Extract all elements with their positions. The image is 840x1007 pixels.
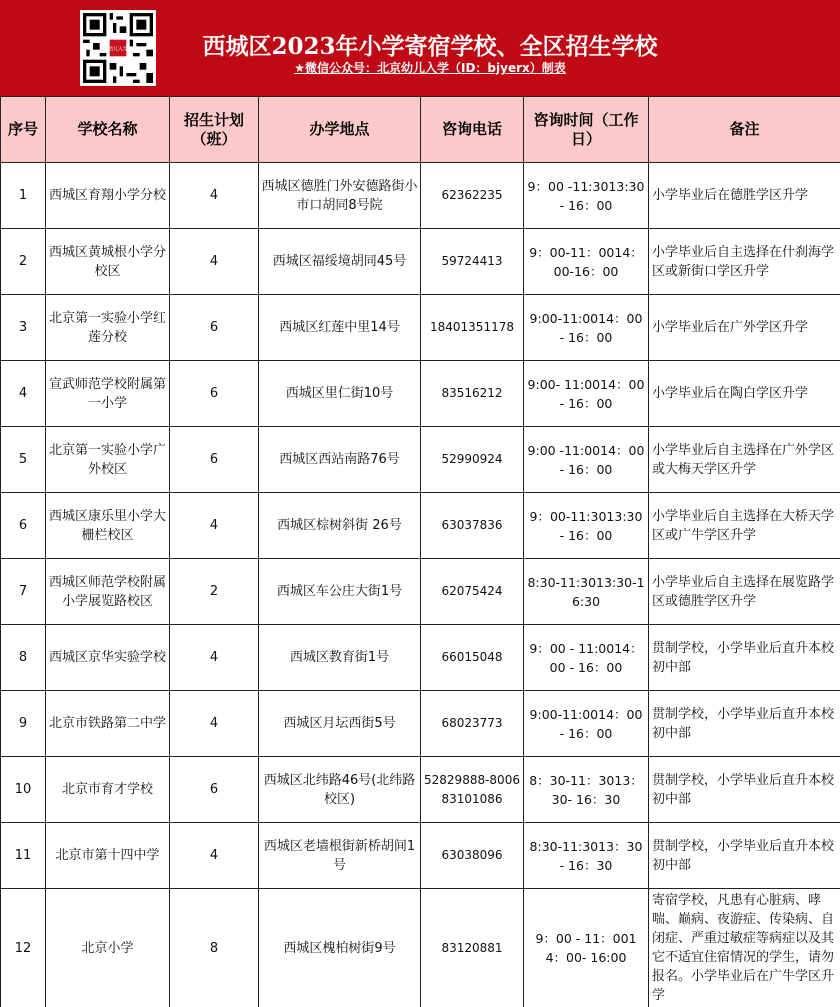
plan-classes: 6 bbox=[170, 295, 259, 361]
school-address: 西城区红莲中里14号 bbox=[259, 295, 421, 361]
row-number: 8 bbox=[1, 625, 46, 691]
row-number: 7 bbox=[1, 559, 46, 625]
school-address: 西城区西站南路76号 bbox=[259, 427, 421, 493]
contact-phone: 52829888-800683101086 bbox=[421, 757, 524, 823]
remark: 小学毕业后自主选择在大桥天学区或广牛学区升学 bbox=[649, 493, 840, 559]
plan-classes: 4 bbox=[170, 229, 259, 295]
school-address: 西城区北纬路46号(北纬路校区) bbox=[259, 757, 421, 823]
column-header-address: 办学地点 bbox=[259, 97, 421, 163]
row-number: 9 bbox=[1, 691, 46, 757]
contact-phone: 83516212 bbox=[421, 361, 524, 427]
plan-classes: 4 bbox=[170, 691, 259, 757]
remark: 小学毕业后在德胜学区升学 bbox=[649, 163, 840, 229]
contact-time: 9:00-11:0014：00 - 16：00 bbox=[524, 295, 649, 361]
contact-time: 9：00 -11:3013:30 - 16：00 bbox=[524, 163, 649, 229]
remark: 小学毕业后自主选择在展览路学区或德胜学区升学 bbox=[649, 559, 840, 625]
contact-phone: 52990924 bbox=[421, 427, 524, 493]
school-table bbox=[0, 96, 840, 1007]
remark: 寄宿学校，凡患有心脏病、哮喘、巅病、夜游症、传染病、自闭症、严重过敏症等病症以及其它不适宜住宿情况的学生，请勿报名。小学毕业后在广牛学区升学 bbox=[649, 889, 840, 1007]
column-header-school: 学校名称 bbox=[46, 97, 170, 163]
school-name: 北京第一实验小学广外校区 bbox=[46, 427, 170, 493]
page-subtitle: ★微信公众号：北京幼儿入学（ID：bjyerx）制表 bbox=[294, 61, 566, 75]
column-header-plan: 招生计划（班） bbox=[170, 97, 259, 163]
school-address: 西城区德胜门外安德路街小市口胡同8号院 bbox=[259, 163, 421, 229]
school-name: 北京第一实验小学红莲分校 bbox=[46, 295, 170, 361]
school-address: 西城区棕树斜街 26号 bbox=[259, 493, 421, 559]
plan-classes: 4 bbox=[170, 163, 259, 229]
school-name: 西城区育翔小学分校 bbox=[46, 163, 170, 229]
plan-classes: 4 bbox=[170, 823, 259, 889]
column-header-time: 咨询时间（工作日） bbox=[524, 97, 649, 163]
row-number: 5 bbox=[1, 427, 46, 493]
row-number: 2 bbox=[1, 229, 46, 295]
plan-classes: 6 bbox=[170, 757, 259, 823]
qr-code-icon bbox=[83, 13, 153, 83]
table-row bbox=[1, 559, 840, 625]
school-address: 西城区车公庄大街1号 bbox=[259, 559, 421, 625]
table-row bbox=[1, 889, 840, 1007]
plan-classes: 4 bbox=[170, 493, 259, 559]
table-row bbox=[1, 229, 840, 295]
contact-phone: 63038096 bbox=[421, 823, 524, 889]
contact-time: 8:30-11:3013：30 - 16：30 bbox=[524, 823, 649, 889]
contact-time: 8:30-11:3013:30-16:30 bbox=[524, 559, 649, 625]
header-banner bbox=[0, 0, 840, 96]
row-number: 12 bbox=[1, 889, 46, 1007]
contact-time: 9：00-11：0014：00-16：00 bbox=[524, 229, 649, 295]
school-name: 北京市育才学校 bbox=[46, 757, 170, 823]
table-row bbox=[1, 361, 840, 427]
contact-phone: 83120881 bbox=[421, 889, 524, 1007]
school-name: 西城区康乐里小学大栅栏校区 bbox=[46, 493, 170, 559]
column-header-note: 备注 bbox=[649, 97, 840, 163]
row-number: 11 bbox=[1, 823, 46, 889]
column-header-number: 序号 bbox=[1, 97, 46, 163]
remark: 贯制学校，小学毕业后直升本校初中部 bbox=[649, 625, 840, 691]
remark: 小学毕业后自主选择在什刹海学区或新街口学区升学 bbox=[649, 229, 840, 295]
row-number: 4 bbox=[1, 361, 46, 427]
school-name: 北京小学 bbox=[46, 889, 170, 1007]
contact-time: 9：00 - 11:0014：00 - 16：00 bbox=[524, 625, 649, 691]
row-number: 1 bbox=[1, 163, 46, 229]
contact-time: 9：00 - 11：0014：00- 16:00 bbox=[524, 889, 649, 1007]
contact-time: 9：00-11:3013:30 - 16：00 bbox=[524, 493, 649, 559]
contact-time: 9:00- 11:0014：00 - 16：00 bbox=[524, 361, 649, 427]
plan-classes: 2 bbox=[170, 559, 259, 625]
row-number: 3 bbox=[1, 295, 46, 361]
table-row bbox=[1, 163, 840, 229]
row-number: 10 bbox=[1, 757, 46, 823]
contact-phone: 18401351178 bbox=[421, 295, 524, 361]
page-title: 西城区2023年小学寄宿学校、全区招生学校 bbox=[202, 33, 658, 60]
contact-phone: 59724413 bbox=[421, 229, 524, 295]
table-row bbox=[1, 823, 840, 889]
remark: 小学毕业后在陶白学区升学 bbox=[649, 361, 840, 427]
plan-classes: 8 bbox=[170, 889, 259, 1007]
plan-classes: 6 bbox=[170, 361, 259, 427]
contact-time: 9:00-11:0014：00 - 16：00 bbox=[524, 691, 649, 757]
contact-time: 8：30-11：3013：30- 16：30 bbox=[524, 757, 649, 823]
school-name: 西城区黄城根小学分校区 bbox=[46, 229, 170, 295]
remark: 小学毕业后在广外学区升学 bbox=[649, 295, 840, 361]
table-row bbox=[1, 295, 840, 361]
school-address: 西城区福绥境胡同45号 bbox=[259, 229, 421, 295]
remark: 贯制学校，小学毕业后直升本校初中部 bbox=[649, 691, 840, 757]
plan-classes: 4 bbox=[170, 625, 259, 691]
table-row bbox=[1, 691, 840, 757]
school-address: 西城区老墙根街新桥胡间1号 bbox=[259, 823, 421, 889]
remark: 贯制学校，小学毕业后直升本校初中部 bbox=[649, 823, 840, 889]
school-address: 西城区教育街1号 bbox=[259, 625, 421, 691]
contact-phone: 62362235 bbox=[421, 163, 524, 229]
school-address: 西城区月坛西街5号 bbox=[259, 691, 421, 757]
remark: 小学毕业后自主选择在广外学区或大梅天学区升学 bbox=[649, 427, 840, 493]
column-header-phone: 咨询电话 bbox=[421, 97, 524, 163]
contact-phone: 68023773 bbox=[421, 691, 524, 757]
table-row bbox=[1, 493, 840, 559]
school-address: 西城区里仁街10号 bbox=[259, 361, 421, 427]
remark: 贯制学校，小学毕业后直升本校初中部 bbox=[649, 757, 840, 823]
school-name: 北京市第十四中学 bbox=[46, 823, 170, 889]
school-address: 西城区槐柏树街9号 bbox=[259, 889, 421, 1007]
table-row bbox=[1, 757, 840, 823]
table-header-row bbox=[1, 97, 840, 163]
contact-time: 9:00 -11:0014：00 - 16：00 bbox=[524, 427, 649, 493]
table-row bbox=[1, 625, 840, 691]
qr-code bbox=[80, 10, 156, 86]
school-name: 宣武师范学校附属第一小学 bbox=[46, 361, 170, 427]
contact-phone: 62075424 bbox=[421, 559, 524, 625]
contact-phone: 66015048 bbox=[421, 625, 524, 691]
school-name: 西城区师范学校附属小学展览路校区 bbox=[46, 559, 170, 625]
school-name: 西城区京华实验学校 bbox=[46, 625, 170, 691]
plan-classes: 6 bbox=[170, 427, 259, 493]
row-number: 6 bbox=[1, 493, 46, 559]
school-name: 北京市铁路第二中学 bbox=[46, 691, 170, 757]
table-row bbox=[1, 427, 840, 493]
contact-phone: 63037836 bbox=[421, 493, 524, 559]
qr-logo-text: 幼儿入学 bbox=[107, 46, 129, 53]
